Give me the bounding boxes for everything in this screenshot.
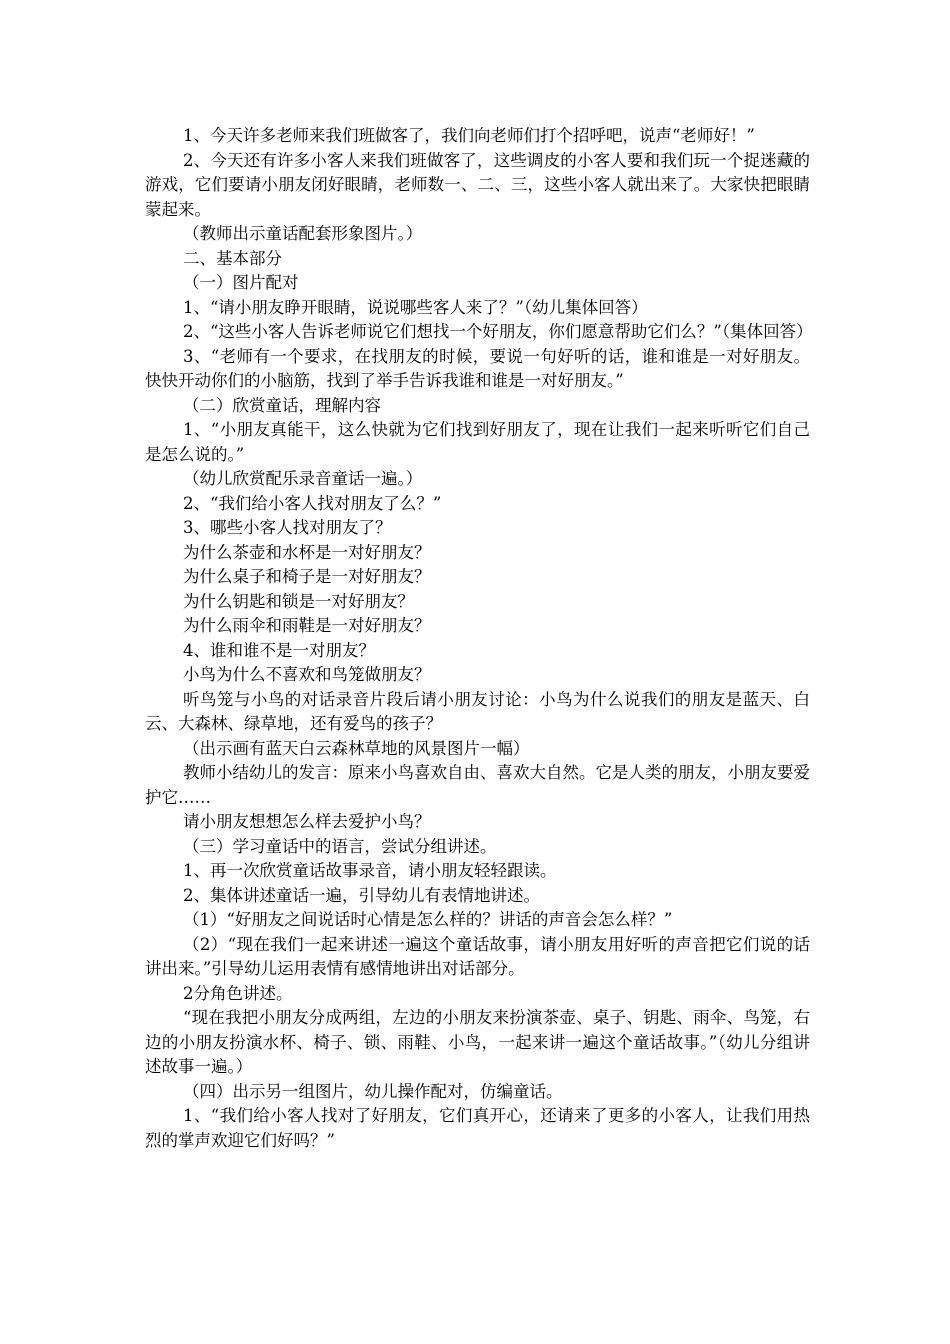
paragraph: 3、“老师有一个要求，在找朋友的时候，要说一句好听的话，谁和谁是一对好朋友。快快开动你们的小脑筋，找到了举手告诉我谁和谁是一对好朋友。” [145, 346, 810, 390]
paragraph: 教师小结幼儿的发言：原来小鸟喜欢自由、喜欢大自然。它是人类的朋友，小朋友要爱护它…… [145, 763, 810, 807]
paragraph: 2、集体讲述童话一遍，引导幼儿有表情地讲述。 [183, 885, 540, 905]
subsection-heading: （四）出示另一组图片，幼儿操作配对，仿编童话。 [183, 1081, 563, 1101]
paragraph: 1、“请小朋友睁开眼睛，说说哪些客人来了？”（幼儿集体回答） [183, 297, 648, 317]
paragraph: “现在我把小朋友分成两组，左边的小朋友来扮演茶壶、桌子、钥匙、雨伞、鸟笼，右边的小朋友扮演水杯、椅子、锁、雨鞋、小鸟，一起来讲一遍这个童话故事。”（幼儿分组讲述故事一遍。） [145, 1008, 810, 1076]
subsection-heading: （三）学习童话中的语言，尝试分组讲述。 [183, 836, 497, 856]
paragraph: （1）“好朋友之间说话时心情是怎么样的？讲话的声音会怎么样？” [183, 910, 673, 929]
paragraph: （教师出示童话配套形象图片。） [183, 224, 423, 243]
paragraph: 1、“我们给小客人找对了好朋友，它们真开心，还请来了更多的小客人，让我们用热烈的掌声欢迎它们好吗？” [145, 1106, 810, 1150]
paragraph: （2）“现在我们一起来讲述一遍这个童话故事，请小朋友用好听的声音把它们说的话讲出来。”引导幼儿运用表情有感情地讲出对话部分。 [145, 934, 810, 978]
paragraph: 3、哪些小客人找对朋友了？ [183, 518, 392, 537]
subsection-heading: （二）欣赏童话，理解内容 [183, 395, 381, 415]
subsection-heading: （一）图片配对 [183, 273, 299, 292]
document-body [145, 124, 813, 1153]
paragraph: 2、“这些小客人告诉老师说它们想找一个好朋友，你们愿意帮助它们么？”（集体回答） [183, 322, 813, 341]
paragraph: 请小朋友想想怎么样去爱护小鸟？ [183, 812, 431, 831]
paragraph: 1、“小朋友真能干，这么快就为它们找到好朋友了，现在让我们一起来听听它们自己是怎么说的。” [145, 420, 810, 464]
paragraph: 1、今天许多老师来我们班做客了，我们向老师们打个招呼吧，说声“老师好！” [183, 126, 755, 145]
paragraph: 为什么桌子和椅子是一对好朋友？ [183, 567, 431, 586]
paragraph: （幼儿欣赏配乐录音童话一遍。） [183, 469, 423, 488]
paragraph: 小鸟为什么不喜欢和鸟笼做朋友？ [183, 665, 431, 684]
section-heading: 二、基本部分 [183, 248, 282, 268]
paragraph: 4、谁和谁不是一对朋友？ [183, 640, 375, 660]
paragraph: 2、“我们给小客人找对朋友了么？” [183, 493, 442, 513]
paragraph: 听鸟笼与小鸟的对话录音片段后请小朋友讨论：小鸟为什么说我们的朋友是蓝天、白云、大森林、绿草地，还有爱鸟的孩子？ [145, 689, 810, 733]
paragraph: 1、再一次欣赏童话故事录音，请小朋友轻轻跟读。 [183, 861, 557, 880]
paragraph: （出示画有蓝天白云森林草地的风景图片一幅） [183, 738, 530, 758]
paragraph: 为什么雨伞和雨鞋是一对好朋友？ [183, 616, 431, 635]
paragraph: 为什么钥匙和锁是一对好朋友？ [183, 591, 414, 611]
paragraph: 为什么茶壶和水杯是一对好朋友？ [183, 542, 431, 562]
paragraph: 2分角色讲述。 [183, 983, 293, 1003]
paragraph: 2、今天还有许多小客人来我们班做客了，这些调皮的小客人要和我们玩一个捉迷藏的游戏，它们要请小朋友闭好眼睛，老师数一、二、三，这些小客人就出来了。大家快把眼睛蒙起来。 [145, 150, 810, 219]
